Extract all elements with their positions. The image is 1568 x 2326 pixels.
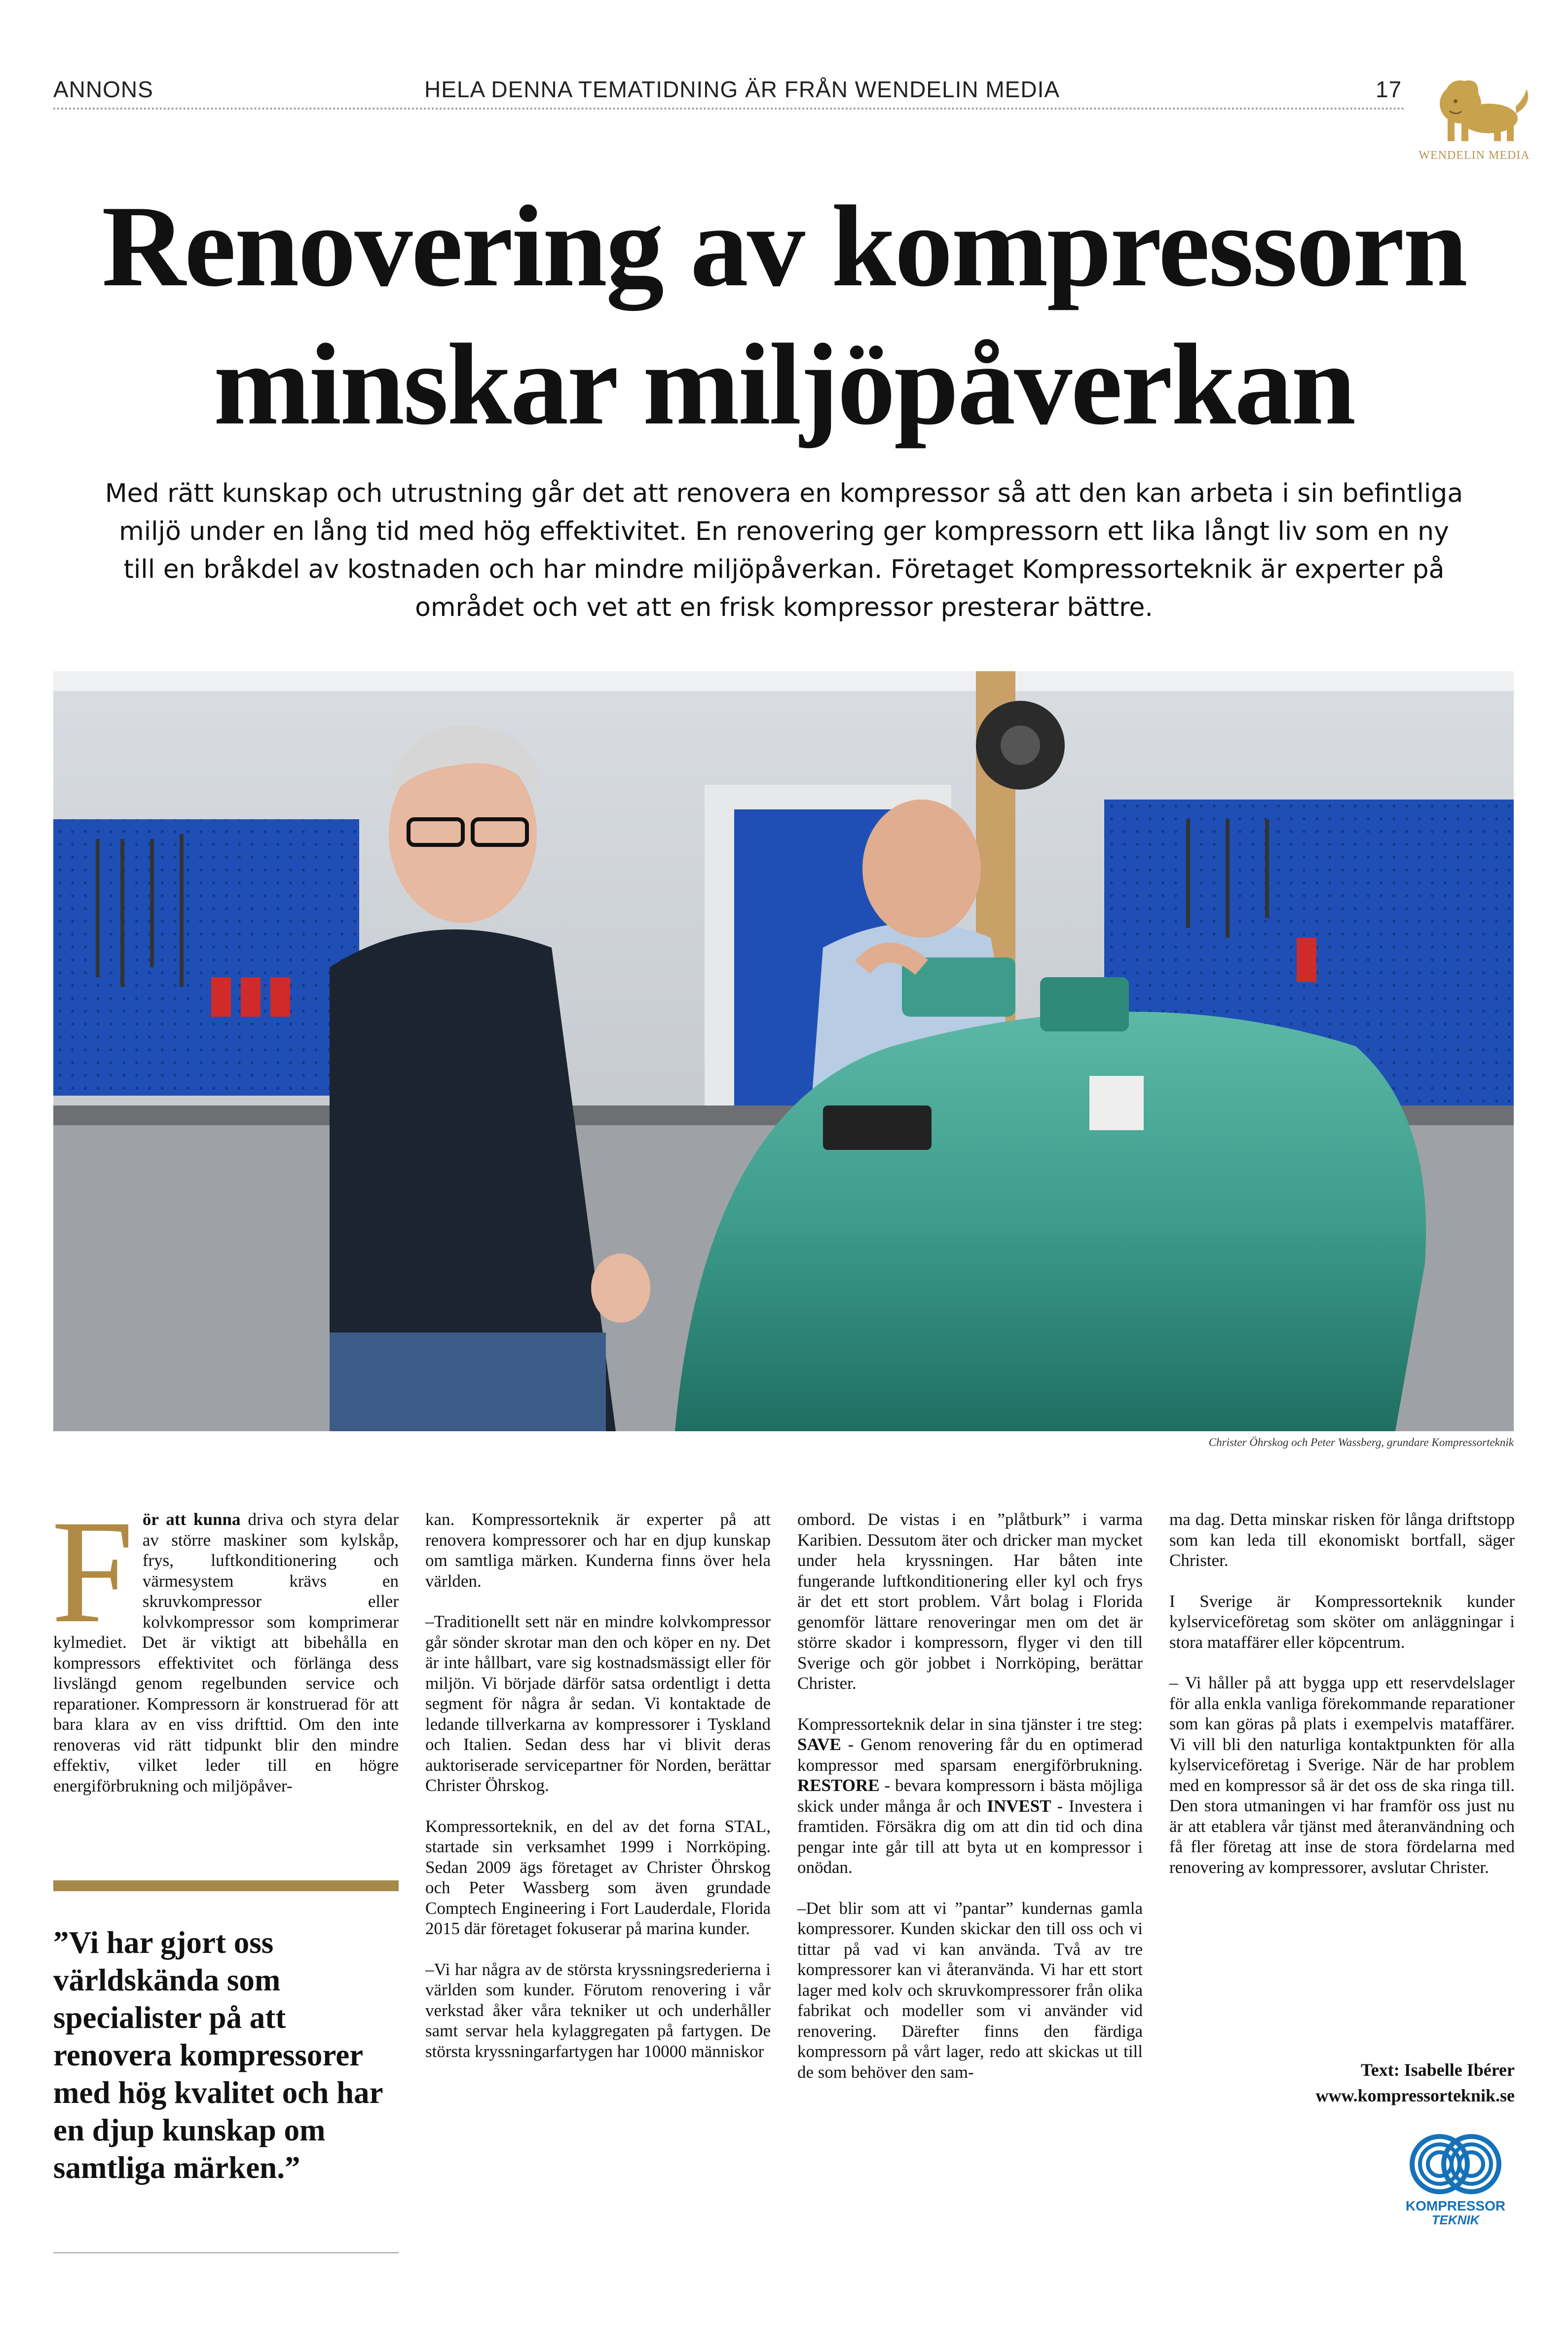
workshop-photo-illustration (53, 671, 1514, 1431)
col2-paragraph-3: Kompressorteknik, en del av det forna STAL, startade sin verksamhet 1999 i Norrköping. Sedan 2009 ägs företaget av Christer Öhrskog och Peter Wassberg som även grundade Comptech Engineering i Fort Lauderdale, Florida 2015 där företaget fokuserar på marina kunder. (425, 1816, 771, 1938)
col3-paragraph-2 (797, 1714, 1143, 1878)
headline-line-2: minskar miljöpåverkan (213, 320, 1355, 449)
page-number: 17 (1376, 76, 1402, 102)
kompressorteknik-logo (1396, 2130, 1515, 2243)
col4-paragraph-1: ma dag. Detta minskar risken för långa driftstopp som kan leda till ekonomiskt bortfall, säger Christer. (1169, 1510, 1515, 1570)
article-column-1 (51, 1489, 399, 1816)
drop-cap: F (51, 1489, 134, 1653)
byline-block (1169, 2057, 1515, 2108)
lead-line-2: miljö under en lång tid med hög effektivitet. En renovering ger kompressorn ett lika långt liv som en ny (119, 517, 1449, 546)
article-column-2 (425, 1509, 771, 2082)
lead-line-4: området och vet att en frisk kompressor presterar bättre. (415, 593, 1153, 622)
save-label: SAVE (797, 1735, 841, 1754)
col3-p2-part-d: - Investera i framtiden. Försäkra dig om att din tid och dina pengar inte går till att byta ut en kompressor i onödan. (797, 1796, 1143, 1877)
col3-p2-part-b: - Genom renovering får du en optimerad kompressor med sparsam energiförbrukning. (797, 1735, 1143, 1775)
article-headline (53, 178, 1515, 454)
annons-label: ANNONS (53, 76, 153, 102)
intro-bold-text: ör att kunna (142, 1510, 241, 1529)
col3-p2-part-a: Kompressorteknik delar in sina tjänster i tre steg: (797, 1714, 1143, 1734)
header-divider (53, 108, 1405, 110)
col3-paragraph-3: –Det blir som att vi ”pantar” kundernas gamla kompressorer. Kunden skickar den till oss och vi tittar på vad vi kan använda. Två av tre kompressorer kan vi återanvända. Vi har ett stort lager med kolv och skruvkompressorer från olika fabrikat och modeller som vi använder vid renovering. Därefter finns den färdiga kompressorn på vårt lager, redo att skickas ut till de som behöver den sam- (797, 1898, 1143, 2082)
pull-quote: ”Vi har gjort oss världskända som specialister på att renovera kompressorer med hög kvalitet och har en djup kunskap om samtliga märken.” (53, 1925, 383, 2185)
brand-name-line-2: TEKNIK (1431, 2212, 1480, 2227)
col4-paragraph-3: – Vi håller på att bygga upp ett reservdelslager för alla enkla vanliga förekommande reparationer som kan göras på plats i exempelvis mataffärer. Vi vill bli den naturliga kontaktpunkten för alla kylserviceföretag i Sverige. När de har problem med en kompressor så är det oss de ska ringa till. Den stora utmaningen vi har framför oss just nu är att etablera vår tjänst med återanvändning och få fler företag att inse de stora fördelarna med renovering av kompressorer, avslutar Christer. (1169, 1673, 1515, 1877)
lead-line-1: Med rätt kunskap och utrustning går det att renovera en kompressor så att den kan arbeta i sin befintliga (105, 479, 1463, 508)
brand-name-line-1: KOMPRESSOR (1405, 2198, 1506, 2213)
kompressorteknik-logo-icon (1396, 2130, 1515, 2199)
col1-paragraph-1 (51, 1489, 399, 1796)
company-website-link[interactable]: www.kompressorteknik.se (1315, 2086, 1515, 2105)
article-column-4 (1169, 1509, 1515, 1898)
pull-quote-top-rule (53, 1880, 399, 1891)
top-header (53, 74, 1405, 106)
col4-paragraph-2: I Sverige är Kompressorteknik kunder kylserviceföretag som sköter om anläggningar i stora mataffärer eller köpcentrum. (1169, 1591, 1515, 1652)
photo-caption: Christer Öhrskog och Peter Wassberg, grundare Kompressorteknik (1208, 1436, 1514, 1449)
article-photo (53, 671, 1514, 1431)
lion-icon (1415, 74, 1533, 148)
byline-author: Text: Isabelle Ibérer (1361, 2060, 1515, 2080)
article-column-3 (797, 1509, 1143, 2102)
invest-label: INVEST (987, 1796, 1051, 1816)
intro-body-text: driva och styra delar av större maskiner som kylskåp, frys, luftkonditionering och värmesystem krävs en skruvkompressor eller kolvkompressor som komprimerar kylmediet. Det är viktigt att bibehålla en kompressors effektivitet och förlänga dess livslängd genom regelbunden service och reparationer. Kompressorn är konstruerad för att bara klara av en viss drifttid. Om den inte renoveras vid rätt tidpunkt blir den mindre effektiv, vilket leder till en högre energiförbrukning och miljöpåver- (53, 1510, 399, 1795)
logo-text: WENDELIN MEDIA (1419, 149, 1530, 162)
col2-paragraph-2: –Traditionellt sett när en mindre kolvkompressor går sönder skrotar man den och köper en ny. Det är inte hållbart, vare sig kostnadsmässigt eller för miljön. Vi började därför satsa ordentligt i detta segment för några år sedan. Vi kontaktade de ledande tillverkarna av kompressorer i Tyskland och Italien. Sedan dess har vi blivit deras auktoriserade servicepartner för Norden, berättar Christer Öhrskog. (425, 1612, 771, 1795)
col2-paragraph-1: kan. Kompressorteknik är experter på att renovera kompressorer och har en djup kunskap om samtliga märken. Kunderna finns över hela världen. (425, 1510, 771, 1591)
headline-line-1: Renovering av kompressorn (102, 182, 1466, 311)
col3-p2-part-c: - bevara kompressorn i bästa möjliga skick under många år och (797, 1776, 1143, 1816)
header-tagline: HELA DENNA TEMATIDNING ÄR FRÅN WENDELIN MEDIA (424, 76, 1060, 102)
col2-paragraph-4: –Vi har några av de största kryssningsrederierna i världen som kunder. Förutom renovering i vår verkstad åker våra tekniker ut och underhåller samt servar hela kylaggregaten på fartygen. De största kryssningarfartygen har 10000 människor (425, 1959, 771, 2061)
restore-label: RESTORE (797, 1776, 880, 1795)
pull-quote-bottom-rule (53, 2252, 399, 2253)
col3-paragraph-1: ombord. De vistas i en ”plåtburk” i varma Karibien. Dessutom äter och dricker man mycket under hela kryssningen. Har båten inte fungerande luftkonditionering eller kyl och frys är det ett stort problem. Vårt bolag i Florida genomför lättare renoveringar men om det är större skador i kompressorn, flyger vi den till Sverige och gör jobbet i Norrköping, berättar Christer. (797, 1510, 1143, 1693)
lead-line-3: till en bråkdel av kostnaden och har mindre miljöpåverkan. Företaget Kompressorteknik är experter på (123, 555, 1445, 584)
article-lead (53, 475, 1515, 627)
wendelin-media-logo (1415, 74, 1533, 173)
